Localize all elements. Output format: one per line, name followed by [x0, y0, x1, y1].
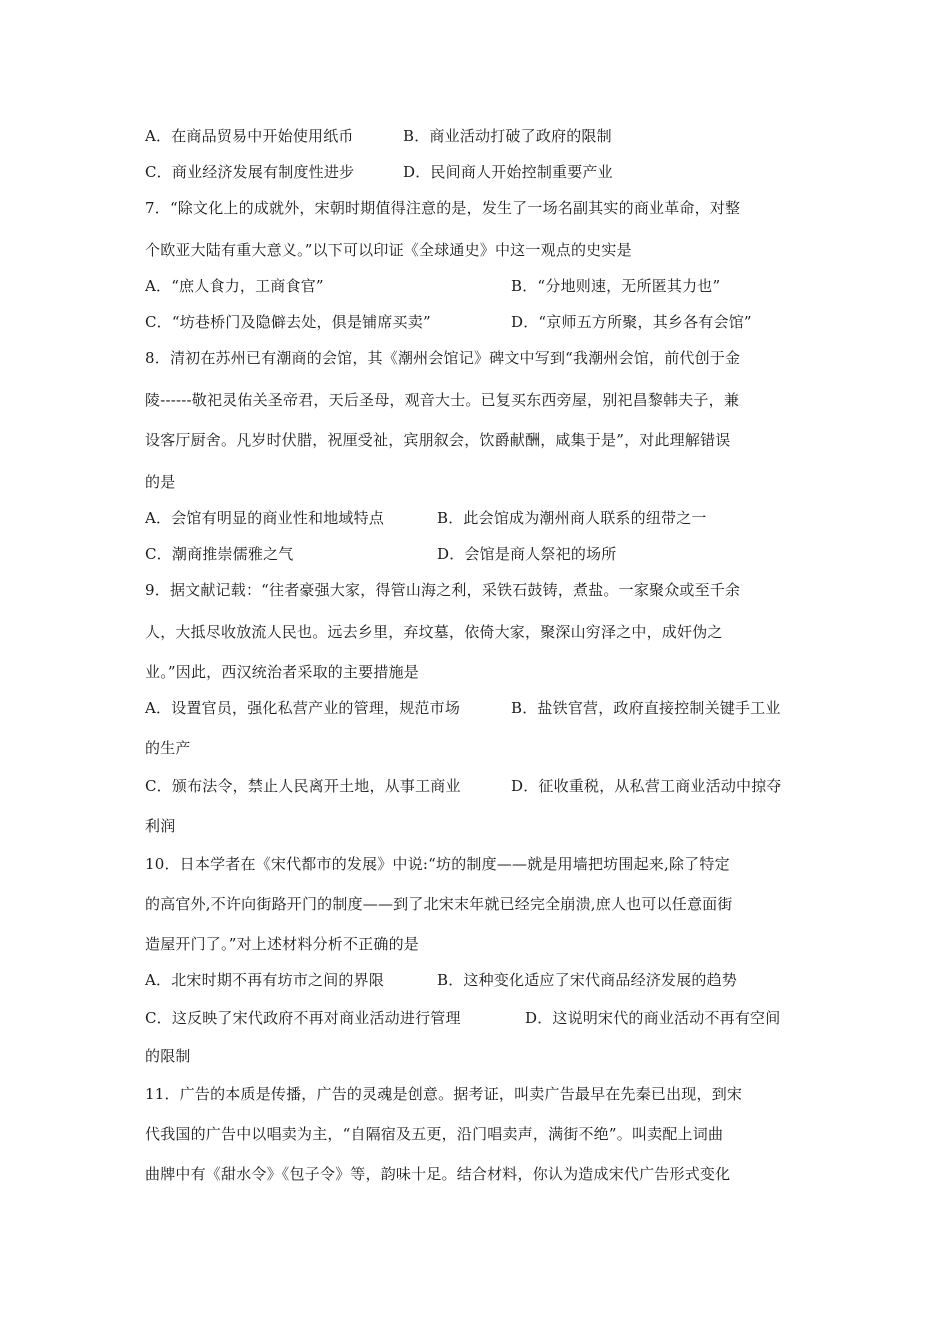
- q6-option-row-1: [145, 126, 612, 146]
- q9-option-b: B．盐铁官营，政府直接控制关键手工业: [511, 699, 781, 717]
- q9-option-c: C．颁布法令，禁止人民离开土地，从事工商业: [145, 777, 461, 795]
- q9-option-d: D．征收重税，从私营工商业活动中掠夺: [511, 777, 782, 795]
- q9-option-row-2: [145, 776, 782, 796]
- q9-stem-line-3: 业。”因此，西汉统治者采取的主要措施是: [145, 663, 419, 681]
- q8-option-a: A．会馆有明显的商业性和地域特点: [145, 509, 385, 527]
- q9-stem-line-2: 人，大抵尽收放流人民也。远去乡里，弃坟墓，依倚大家，聚深山穷泽之中，成奸伪之: [145, 623, 723, 641]
- q6-option-c: C．商业经济发展有制度性进步: [145, 163, 355, 181]
- q11-stem-line-2: 代我国的广告中以唱卖为主，“自隔宿及五更，沿门唱卖声，满街不绝”。叫卖配上词曲: [145, 1125, 724, 1143]
- q8-option-d: D．会馆是商人祭祀的场所: [437, 545, 617, 563]
- q11-stem-line-3: 曲牌中有《甜水令》《包子令》等，韵味十足。结合材料，你认为造成宋代广告形式变化: [145, 1165, 731, 1183]
- q10-option-row-1: [145, 970, 738, 990]
- q7-option-b: B．“分地则速，无所匿其力也”: [511, 277, 721, 295]
- q9-stem-line-1: 9．据文献记载：“往者豪强大家，得管山海之利，采铁石鼓铸，煮盐。一家聚众或至千余: [145, 581, 741, 599]
- q10-option-d: D．这说明宋代的商业活动不再有空间: [525, 1009, 781, 1027]
- q6-option-d: D．民间商人开始控制重要产业: [403, 163, 613, 181]
- q7-stem-line-1: 7．“除文化上的成就外，宋朝时期值得注意的是，发生了一场名副其实的商业革命，对整: [145, 199, 741, 217]
- q8-stem-line-2: 陵------敬祀灵佑关圣帝君，天后圣母，观音大士。已复买东西旁屋，别祀昌黎韩夫子，兼: [145, 391, 740, 409]
- q8-option-row-1: [145, 508, 707, 528]
- q6-option-a: A．在商品贸易中开始使用纸币: [145, 127, 354, 145]
- q9-option-b-continued: 的生产: [145, 739, 191, 757]
- q9-option-a: A．设置官员，强化私营产业的管理，规范市场: [145, 699, 461, 717]
- q8-option-b: B．此会馆成为潮州商人联系的纽带之一: [437, 509, 707, 527]
- q10-option-row-2: [145, 1008, 781, 1028]
- q10-stem-line-1: 10．日本学者在《宋代都市的发展》中说:“坊的制度——就是用墙把坊围起来,除了特定: [145, 855, 730, 873]
- q7-stem-line-2: 个欧亚大陆有重大意义。”以下可以印证《全球通史》中这一观点的史实是: [145, 241, 632, 259]
- q10-option-c: C．这反映了宋代政府不再对商业活动进行管理: [145, 1009, 461, 1027]
- q8-stem-line-4: 的是: [145, 473, 176, 491]
- q10-stem-line-3: 造屋开门了。”对上述材料分析不正确的是: [145, 935, 419, 953]
- q10-stem-line-2: 的高官外,不许向街路开门的制度——到了北宋末年就已经完全崩溃,庶人也可以任意面街: [145, 895, 733, 913]
- q7-option-c: C．“坊巷桥门及隐僻去处，俱是铺席买卖”: [145, 313, 431, 331]
- q9-option-row-1: [145, 698, 781, 718]
- q7-option-row-2: [145, 312, 752, 332]
- q10-option-d-continued: 的限制: [145, 1047, 191, 1065]
- q7-option-d: D．“京师五方所聚，其乡各有会馆”: [511, 313, 752, 331]
- q8-option-c: C．潮商推崇儒雅之气: [145, 545, 294, 563]
- q7-option-a: A．“庶人食力，工商食官”: [145, 277, 324, 295]
- q9-option-d-continued: 利润: [145, 817, 176, 835]
- q8-stem-line-1: 8．清初在苏州已有潮商的会馆，其《潮州会馆记》碑文中写到“我潮州会馆，前代创于金: [145, 349, 741, 367]
- q10-option-b: B．这种变化适应了宋代商品经济发展的趋势: [437, 971, 738, 989]
- q6-option-b: B．商业活动打破了政府的限制: [403, 127, 612, 145]
- q8-stem-line-3: 设客厅厨舍。凡岁时伏腊，祝厘受祉，宾朋叙会，饮爵献酬，咸集于是”，对此理解错误: [145, 431, 731, 449]
- q7-option-row-1: [145, 276, 721, 296]
- q6-option-row-2: [145, 162, 613, 182]
- q10-option-a: A．北宋时期不再有坊市之间的界限: [145, 971, 385, 989]
- q11-stem-line-1: 11．广告的本质是传播，广告的灵魂是创意。据考证，叫卖广告最早在先秦已出现，到宋: [145, 1085, 743, 1103]
- q8-option-row-2: [145, 544, 617, 564]
